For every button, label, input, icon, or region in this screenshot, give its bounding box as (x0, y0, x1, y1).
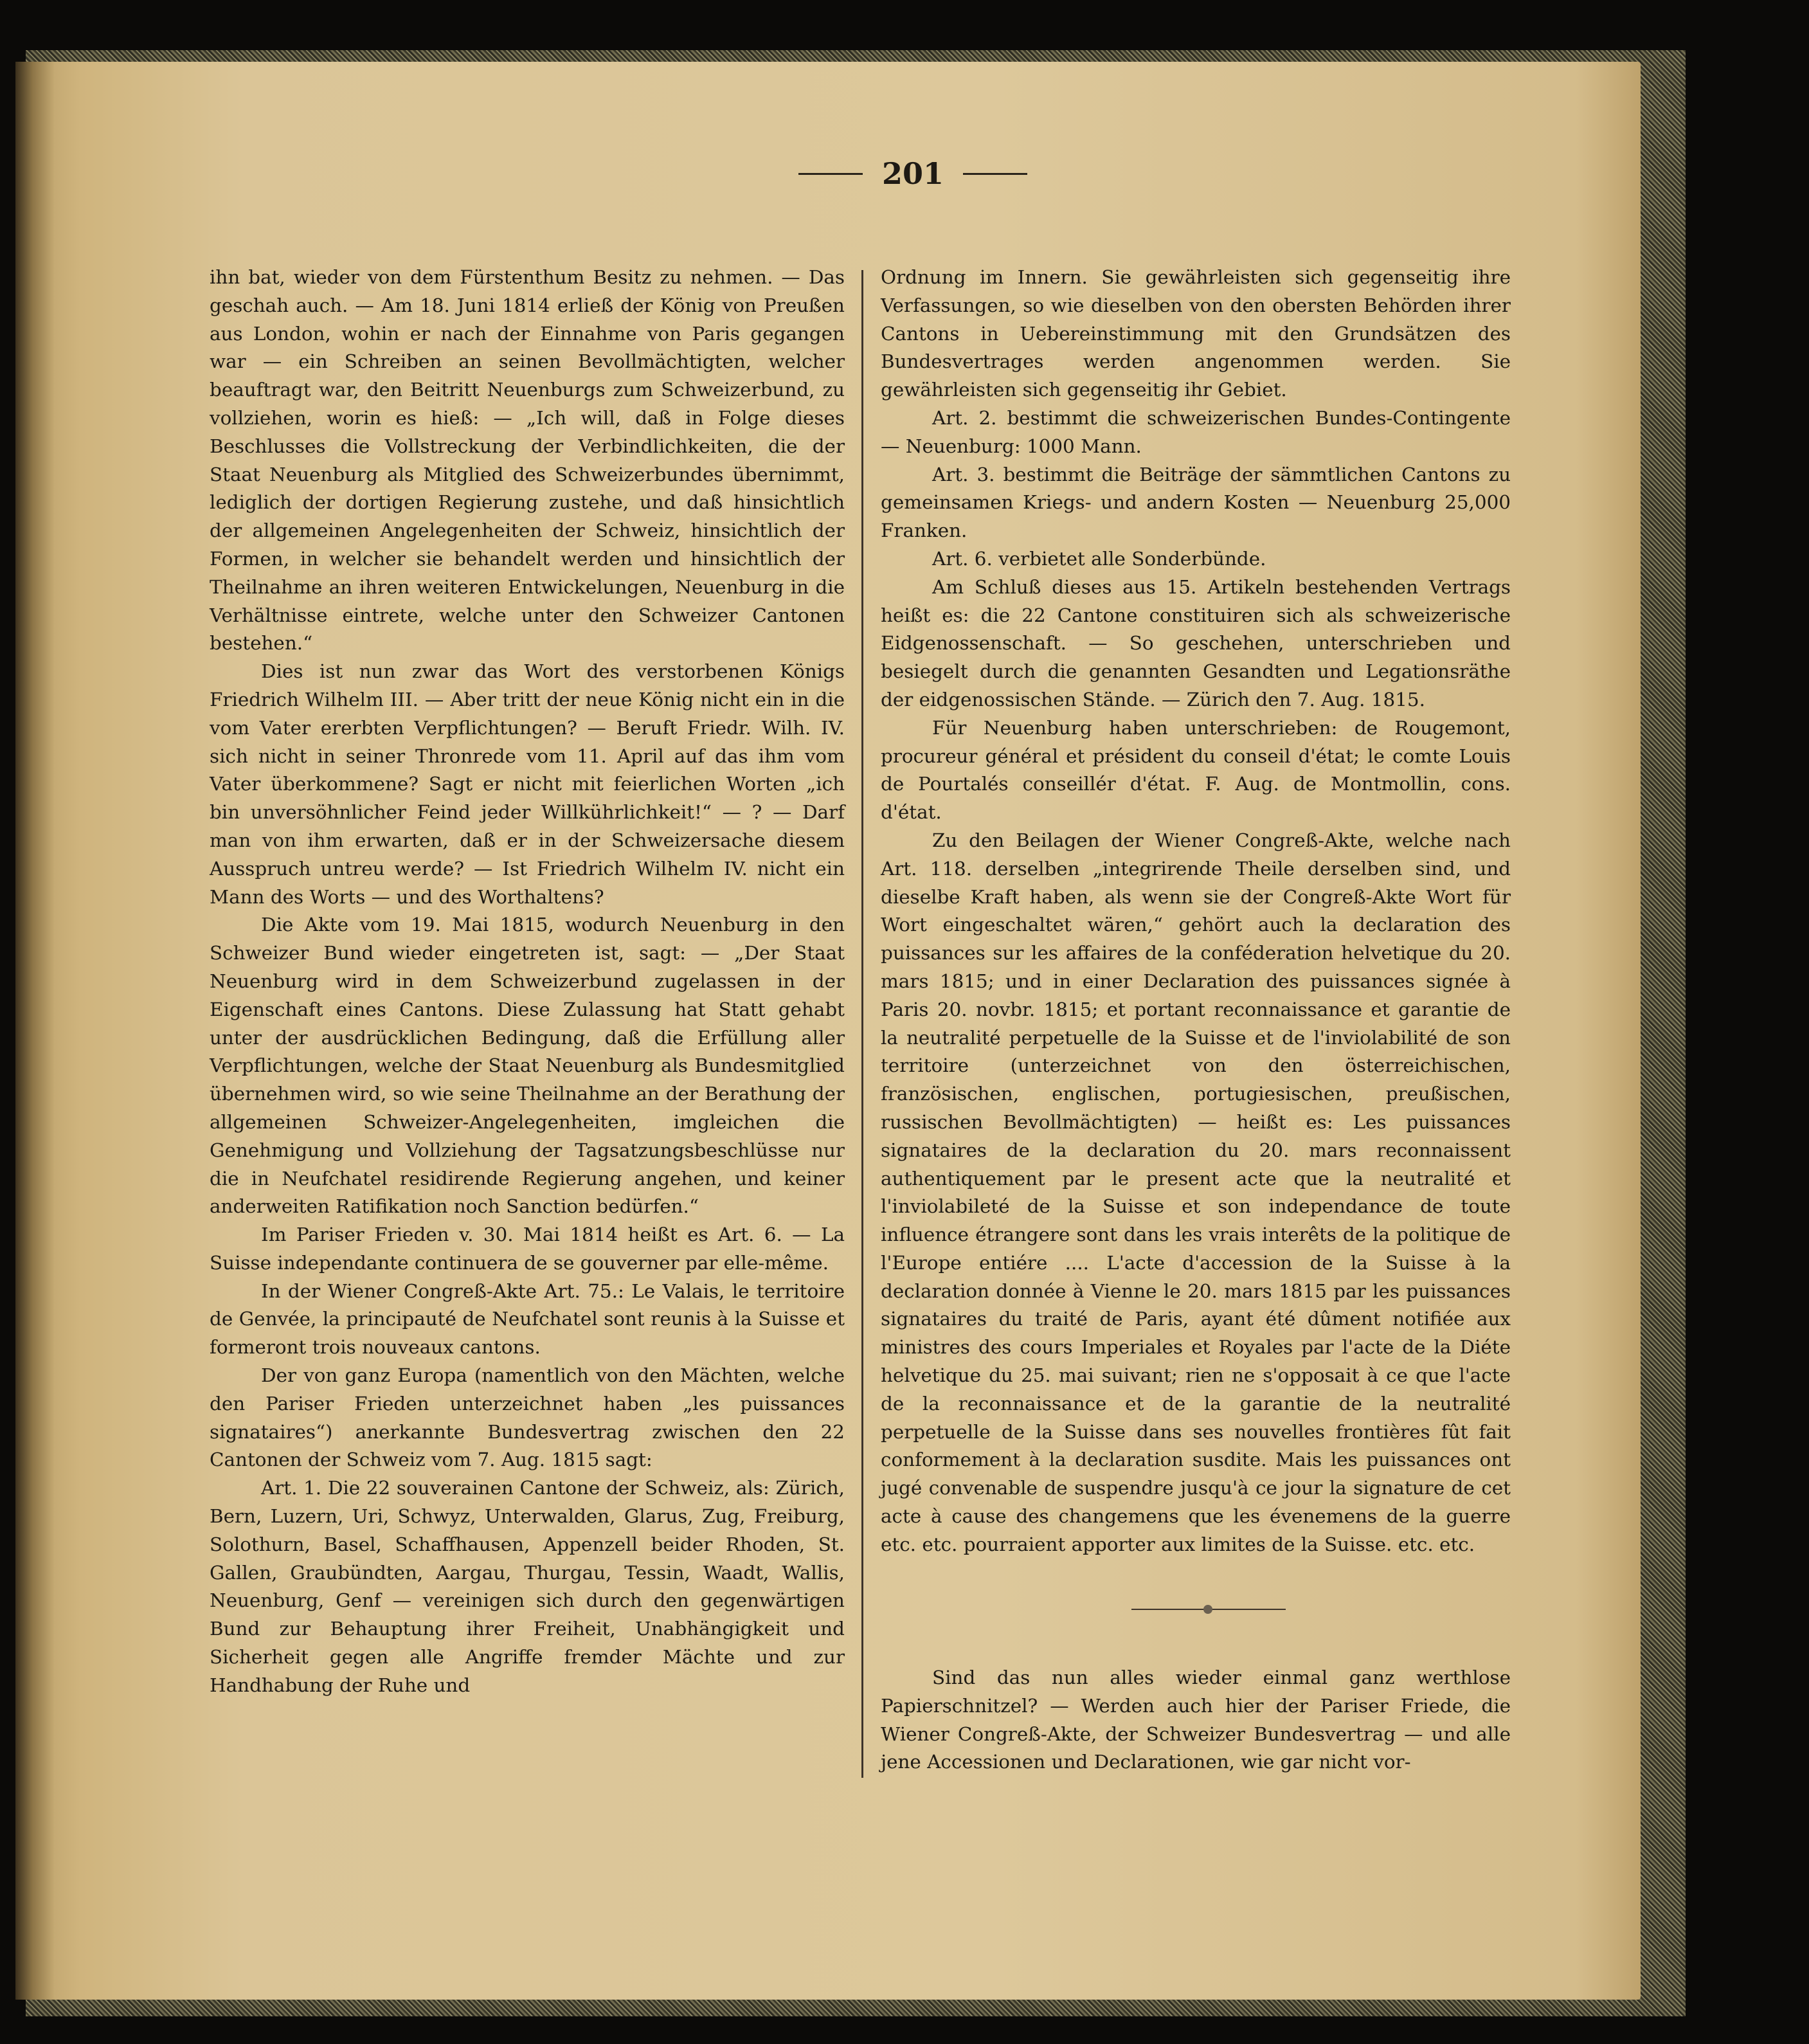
paragraph: Die Akte vom 19. Mai 1815, wodurch Neuenburg in den Schweizer Bund wieder eingetreten ist, sagt: — „Der Staat Neuenburg wird in dem Schweizerbund zugelassen in der Eigenschaft eines Cantons. Diese Zulassung hat Statt gehabt unter der ausdrücklichen Bedingung, daß die Erfüllung aller Verpflichtungen, welche der Staat Neuenburg als Bundesmitglied übernehmen wird, so wie seine Theilnahme an der Berathung der allgemeinen Schweizer-Angelegenheiten, imgleichen die Genehmigung und Vollziehung der Tagsatzungsbeschlüsse nur die in Neufchatel residirende Regierung angehen, und keiner anderweiten Ratifikation noch Sanction bedürfen.“ (210, 914, 845, 1218)
page-gutter (15, 62, 54, 2000)
paragraph: Ordnung im Innern. Sie gewährleisten sich gegenseitig ihre Verfassungen, so wie dieselben von den obersten Behörden ihrer Cantons in Uebereinstimmung mit den Grundsätzen des Bundesvertrages werden angenommen werden. Sie gewährleisten sich gegenseitig ihr Gebiet. (881, 266, 1511, 401)
page-number-rule-left (798, 173, 863, 175)
paragraph: Am Schluß dieses aus 15. Artikeln bestehenden Vertrags heißt es: die 22 Cantone constituiren sich als schweizerische Eidgenossenschaft. — So geschehen, unterschrieben und besiegelt durch die genannten Gesandten und Legationsräthe der eidgenossischen Stände. — Zürich den 7. Aug. 1815. (881, 575, 1511, 710)
left-column (210, 264, 845, 1700)
section-separator (1131, 1609, 1286, 1610)
paragraph: Art. 6. verbietet alle Sonderbünde. (932, 547, 1266, 570)
paragraph: Art. 2. bestimmt die schweizerischen Bundes-Contingente — Neuenburg: 1000 Mann. (881, 406, 1511, 457)
paragraph: Für Neuenburg haben unterschrieben: de Rougemont, procureur général et président du conseil d'état; le comte Louis de Pourtalés conseillér d'état. F. Aug. de Montmollin, cons. d'état. (881, 716, 1511, 824)
paragraph: Im Pariser Frieden v. 30. Mai 1814 heißt es Art. 6. — La Suisse independante continuera de se gouverner par elle-même. (210, 1224, 845, 1274)
separator-ornament (1203, 1605, 1212, 1614)
paragraph: In der Wiener Congreß-Akte Art. 75.: Le Valais, le territoire de Genvée, la principauté de Neufchatel sont reunis à la Suisse et formeront trois nouveaux cantons. (210, 1280, 845, 1359)
page-number (746, 151, 1080, 196)
column-divider (861, 270, 863, 1778)
page-number-rule-right (963, 173, 1027, 175)
paragraph: Art. 1. Die 22 souverainen Cantone der Schweiz, als: Zürich, Bern, Luzern, Uri, Schwyz, Unterwalden, Glarus, Zug, Freiburg, Solothurn, Basel, Schaffhausen, Appenzell beider Rhoden, St. Gallen, Graubündten, Aargau, Thurgau, Tessin, Waadt, Wallis, Neuenburg, Genf — vereinigen sich durch den gegenwärtigen Bund zur Behauptung ihrer Freiheit, Unabhängigkeit und Sicherheit gegen alle Angriffe fremder Mächte und zur Handhabung der Ruhe und (210, 1477, 845, 1696)
paragraph: Der von ganz Europa (namentlich von den Mächten, welche den Pariser Frieden unterzeichnet haben „les puissances signataires“) anerkannte Bundesvertrag zwischen den 22 Cantonen der Schweiz vom 7. Aug. 1815 sagt: (210, 1364, 845, 1471)
right-column (881, 264, 1511, 1559)
paragraph: Zu den Beilagen der Wiener Congreß-Akte, welche nach Art. 118. derselben „integrirende Theile derselben sind, und dieselbe Kraft haben, als wenn sie der Congreß-Akte Wort für Wort eingeschaltet wären,“ gehört auch la declaration des puissances sur les affaires de la conféderation helvetique du 20. mars 1815; und in einer Declaration des puissances signée à Paris 20. novbr. 1815; et portant reconnaissance et garantie de la neutralité perpetuelle de la Suisse et de l'inviolabilité de son territoire (unterzeichnet von den österreichischen, französischen, englischen, portugiesischen, preußischen, russischen Bevollmächtigten) — heißt es: Les puissances signataires de la declaration du 20. mars reconnaissent authentiquement par le present acte que la neutralité et l'inviolabileté de la Suisse et son independance de toute influence étrangere sont dans les vrais interêts de la politique de l'Europe entiére .... L'acte d'accession de la Suisse à la declaration donnée à Vienne le 20. mars 1815 par les puissances signataires du traité de Paris, ayant été dûment notifiée aux ministres des cours Imperiales et Royales par l'acte de la Diéte helvetique du 25. mai suivant; rien ne s'opposait à ce que l'acte de la reconnaissance et de la garantie de la neutralité perpetuelle de la Suisse dans ses nouvelles frontières fût fait conformement à la declaration susdite. Mais les puissances ont jugé convenable de suspendre jusqu'à ce jour la signature de cet acte à cause des changemens que les évenemens de la guerre etc. etc. pourraient apporter aux limites de la Suisse. etc. etc. (881, 829, 1511, 1555)
page-number-text: 201 (881, 156, 944, 191)
paragraph: Dies ist nun zwar das Wort des verstorbenen Königs Friedrich Wilhelm III. — Aber tritt der neue König nicht ein in die vom Vater ererbten Verpflichtungen? — Beruft Friedr. Wilh. IV. sich nicht in seiner Thronrede vom 11. April auf das ihm vom Vater überkommene? Sagt er nicht mit feierlichen Worten „ich bin unversöhnlicher Feind jeder Willkührlichkeit!“ — ? — Darf man von ihm erwarten, daß er in der Schweizersache diesem Ausspruch untreu werde? — Ist Friedrich Wilhelm IV. nicht ein Mann des Worts — und des Worthaltens? (210, 660, 845, 908)
closing-paragraph-block (881, 1664, 1511, 1777)
paragraph: Sind das nun alles wieder einmal ganz werthlose Papierschnitzel? — Werden auch hier der Pariser Friede, die Wiener Congreß-Akte, der Schweizer Bundesvertrag — und alle jene Accessionen und Declarationen, wie gar nicht vor- (881, 1667, 1511, 1773)
paragraph: Art. 3. bestimmt die Beiträge der sämmtlichen Cantons zu gemeinsamen Kriegs- und andern Kosten — Neuenburg 25,000 Franken. (881, 463, 1511, 542)
paragraph: ihn bat, wieder von dem Fürstenthum Besitz zu nehmen. — Das geschah auch. — Am 18. Juni 1814 erließ der König von Preußen aus London, wohin er nach der Einnahme von Paris gegangen war — ein Schreiben an seinen Bevollmächtigten, welcher beauftragt war, den Beitritt Neuenburgs zum Schweizerbund, zu vollziehen, worin es hieß: — „Ich will, daß in Folge dieses Beschlusses die Vollstreckung der Verbindlichkeiten, die der Staat Neuenburg als Mitglied des Schweizerbundes übernimmt, lediglich der dortigen Regierung zustehe, und daß hinsichtlich der allgemeinen Angelegenheiten der Schweiz, hinsichtlich der Formen, in welcher sie behandelt werden und hinsichtlich der Theilnahme an ihren weiteren Entwickelungen, Neuenburg in die Verhältnisse eintrete, welche unter den Schweizer Cantonen bestehen.“ (210, 266, 845, 655)
